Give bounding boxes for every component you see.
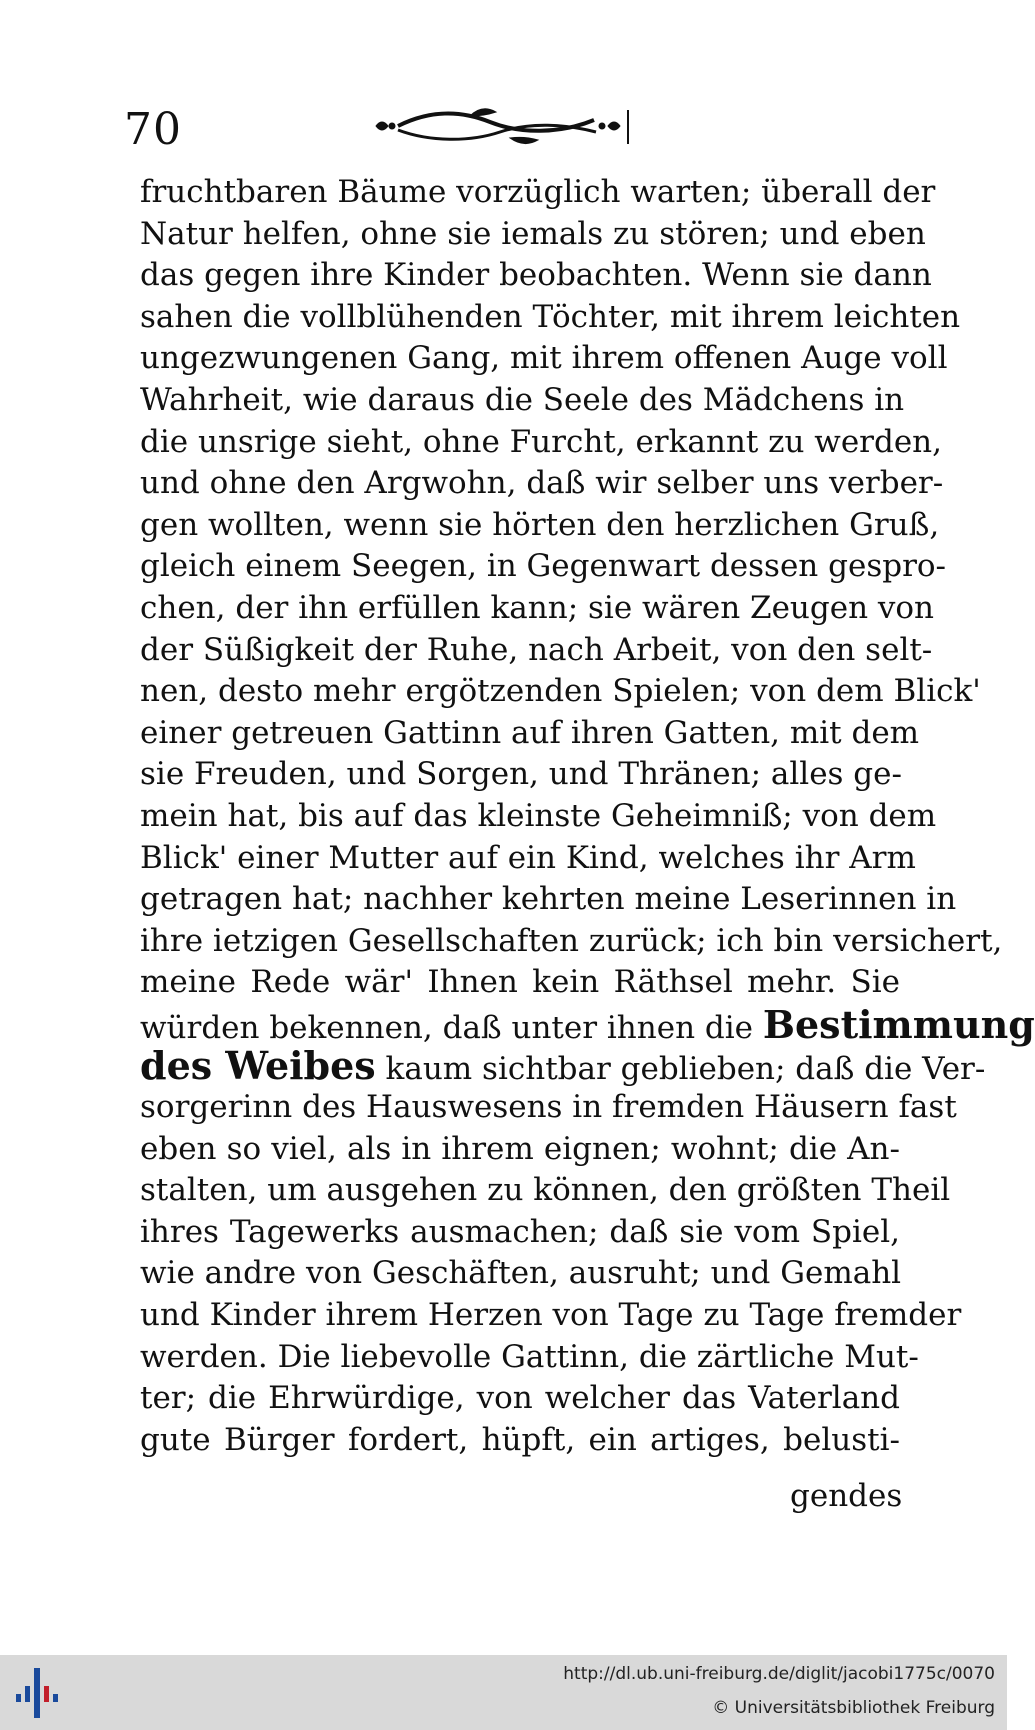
text-line: der Süßigkeit der Ruhe, nach Arbeit, von den selt- (140, 631, 933, 668)
text-line: Wahrheit, wie daraus die Seele des Mädchens in (140, 381, 905, 418)
text-line: mein hat, bis auf das kleinste Geheimniß; von dem (140, 797, 937, 834)
copyright-text: © Universitätsbibliothek Freiburg (712, 1698, 995, 1718)
catchword: gendes (790, 1478, 903, 1514)
ub-freiburg-logo-icon[interactable] (10, 1664, 64, 1722)
text-line: ter; die Ehrwürdige, von welcher das Vaterland (140, 1380, 900, 1417)
text-line: eben so viel, als in ihrem eignen; wohnt; die An- (140, 1130, 900, 1167)
text-line: das gegen ihre Kinder beobachten. Wenn sie dann (140, 257, 932, 294)
text-line-emphasis (140, 1001, 1035, 1047)
text-line: gleich einem Seegen, in Gegenwart dessen gespro- (140, 548, 947, 585)
text-line: fruchtbaren Bäume vorzüglich warten; überall der (140, 174, 936, 210)
text-line: und ohne den Argwohn, daß wir selber uns verber- (140, 465, 944, 502)
source-url-link[interactable]: http://dl.ub.uni-freiburg.de/diglit/jacobi1775c/0070 (563, 1664, 995, 1684)
text-line: ihre ietzigen Gesellschaften zurück; ich bin versichert, (140, 922, 1003, 959)
text-line: meine Rede wär' Ihnen kein Räthsel mehr. Sie (140, 964, 900, 1001)
text-line: nen, desto mehr ergötzenden Spielen; von dem Blick' (140, 673, 981, 710)
text-line: gute Bürger fordert, hüpft, ein artiges, belusti- (140, 1421, 900, 1458)
text-line: ungezwungenen Gang, mit ihrem offenen Auge voll (140, 340, 948, 377)
emphasized-word: des Weibes (140, 1043, 376, 1089)
text-line: wie andre von Geschäften, ausruht; und Gemahl (140, 1255, 902, 1292)
text-line: sorgerinn des Hauswesens in fremden Häusern fast (140, 1089, 957, 1126)
text-line: werden. Die liebevolle Gattinn, die zärtliche Mut- (140, 1338, 919, 1375)
text-line: stalten, um ausgehen zu können, den größten Theil (140, 1172, 951, 1209)
text-line: Blick' einer Mutter auf ein Kind, welches ihr Arm (140, 839, 916, 876)
text-line: Natur helfen, ohne sie iemals zu stören; und eben (140, 215, 926, 252)
text-line: ihres Tagewerks ausmachen; daß sie vom Spiel, (140, 1213, 900, 1250)
page-number: 70 (124, 104, 182, 155)
text-run: kaum sichtbar geblieben; daß die Ver- (375, 1051, 986, 1088)
text-line: die unsrige sieht, ohne Furcht, erkannt zu werden, (140, 423, 942, 460)
footer-bar (0, 1655, 1007, 1730)
text-line: gen wollten, wenn sie hörten den herzlichen Gruß, (140, 506, 940, 543)
emphasized-word: Bestimmung (762, 1001, 1035, 1047)
text-line-emphasis (140, 1043, 986, 1089)
text-line: sahen die vollblühenden Töchter, mit ihrem leichten (140, 298, 961, 335)
printer-ornament-icon (370, 104, 632, 152)
text-line: und Kinder ihrem Herzen von Tage zu Tage fremder (140, 1297, 962, 1334)
text-line: sie Freuden, und Sorgen, und Thränen; alles ge- (140, 756, 902, 793)
text-line: chen, der ihn erfüllen kann; sie wären Zeugen von (140, 589, 935, 626)
text-line: einer getreuen Gattinn auf ihren Gatten, mit dem (140, 714, 920, 751)
body-text (140, 172, 1035, 1461)
text-line: getragen hat; nachher kehrten meine Leserinnen in (140, 881, 957, 918)
text-run: würden bekennen, daß unter ihnen die (140, 1009, 763, 1046)
